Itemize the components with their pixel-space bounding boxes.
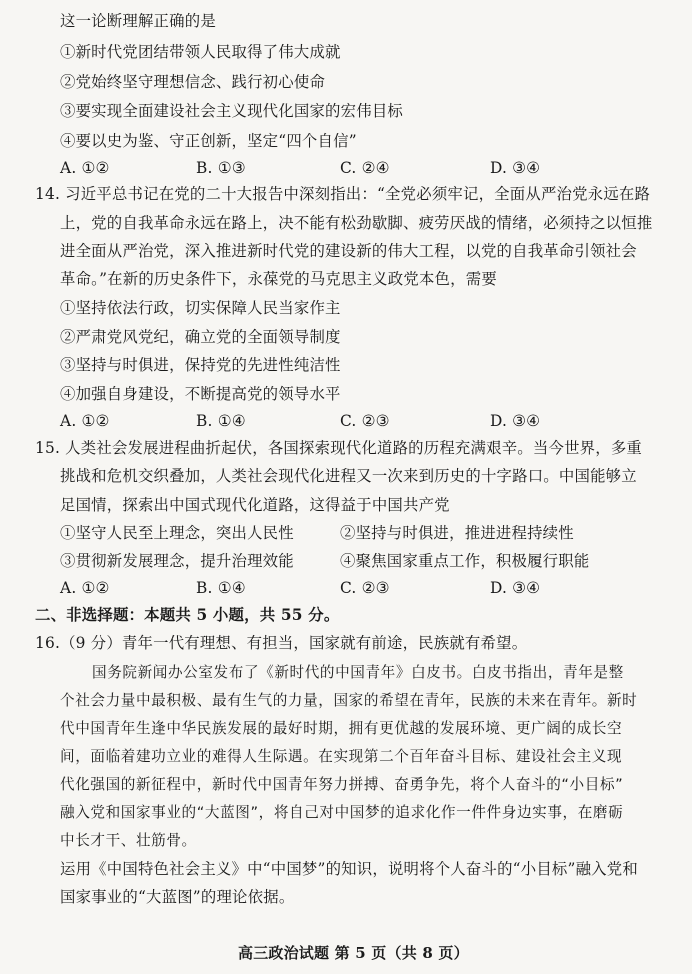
q16-material-line-6: 融入党和国家事业的“大蓝图”，将自己对中国梦的追求化作一件件身边实事，在磨砺 — [60, 804, 624, 821]
q15-item-2: ②坚持与时俱进，推进进程持续性 — [340, 524, 574, 542]
q13-item-2: ②党始终坚守理想信念、践行初心使命 — [60, 73, 326, 91]
q14-item-4: ④加强自身建设，不断提高党的领导水平 — [60, 385, 341, 403]
q13-option-a: A. ①② — [60, 159, 110, 177]
q16-material-line-1: 国务院新闻办公室发布了《新时代的中国青年》白皮书。白皮书指出，青年是整 — [92, 664, 624, 681]
q14-stem-line-1: 14. 习近平总书记在党的二十大报告中深刻指出：“全党必须牢记，全面从严治党永远在路 — [35, 185, 651, 203]
q14-stem-line-2: 上，党的自我革命永远在路上，决不能有松劲歇脚、疲劳厌战的情绪，必须持之以恒推 — [60, 214, 653, 232]
q13-item-4: ④要以史为鉴、守正创新，坚定“四个自信” — [60, 132, 357, 150]
q15-option-d: D. ③④ — [490, 579, 541, 597]
q16-material-line-7: 中长才干、壮筋骨。 — [60, 832, 197, 849]
q14-option-c: C. ②③ — [340, 412, 390, 430]
q14-stem-line-4: 革命。”在新的历史条件下，永葆党的马克思主义政党本色，需要 — [60, 270, 497, 288]
q16-material-line-3: 代中国青年生逢中华民族发展的最好时期，拥有更优越的发展环境、更广阔的成长空 — [60, 720, 623, 737]
page-footer: 高三政治试题 第 5 页（共 8 页） — [238, 944, 469, 962]
q13-option-b: B. ①③ — [196, 159, 246, 177]
q14-item-2: ②严肃党风党纪，确立党的全面领导制度 — [60, 328, 341, 346]
q16-material-line-5: 代化强国的新征程中，新时代中国青年努力拼搏、奋勇争先，将个人奋斗的“小目标” — [60, 776, 624, 793]
q14-option-d: D. ③④ — [490, 412, 541, 430]
q16-question-line-2: 国家事业的“大蓝图”的理论依据。 — [60, 888, 295, 906]
q13-option-c: C. ②④ — [340, 159, 390, 177]
q13-item-3: ③要实现全面建设社会主义现代化国家的宏伟目标 — [60, 102, 403, 120]
section-heading: 二、非选择题：本题共 5 小题，共 55 分。 — [35, 606, 340, 624]
q16-question-line-1: 运用《中国特色社会主义》中“中国梦”的知识，说明将个人奋斗的“小目标”融入党和 — [60, 860, 638, 878]
q16-material-line-2: 个社会力量中最积极、最有生气的力量，国家的希望在青年，民族的未来在青年。新时 — [60, 692, 638, 709]
q15-option-b: B. ①④ — [196, 579, 246, 597]
q14-option-b: B. ①④ — [196, 412, 246, 430]
q15-stem-line-2: 挑战和危机交织叠加，人类社会现代化进程又一次来到历史的十字路口。中国能够立 — [60, 467, 637, 485]
q15-stem-line-1: 15. 人类社会发展进程曲折起伏，各国探索现代化道路的历程充满艰辛。当今世界，多重 — [35, 439, 643, 457]
q13-stem-tail: 这一论断理解正确的是 — [60, 12, 216, 30]
q14-item-3: ③坚持与时俱进，保持党的先进性纯洁性 — [60, 356, 341, 374]
q13-item-1: ①新时代党团结带领人民取得了伟大成就 — [60, 43, 341, 61]
q15-item-1: ①坚守人民至上理念，突出人民性 — [60, 524, 294, 542]
q16-material-line-4: 间，面临着建功立业的难得人生际遇。在实现第二个百年奋斗目标、建设社会主义现 — [60, 748, 623, 765]
q15-item-4: ④聚焦国家重点工作，积极履行职能 — [340, 552, 590, 570]
q15-option-a: A. ①② — [60, 579, 110, 597]
q14-stem-line-3: 进全面从严治党，深入推进新时代党的建设新的伟大工程，以党的自我革命引领社会 — [60, 242, 637, 260]
q15-item-3: ③贯彻新发展理念，提升治理效能 — [60, 552, 294, 570]
q16-stem: 16.（9 分）青年一代有理想、有担当，国家就有前途，民族就有希望。 — [35, 634, 528, 652]
q13-option-d: D. ③④ — [490, 159, 541, 177]
q14-option-a: A. ①② — [60, 412, 110, 430]
q15-option-c: C. ②③ — [340, 579, 390, 597]
q14-item-1: ①坚持依法行政，切实保障人民当家作主 — [60, 299, 341, 317]
q15-stem-line-3: 足国情，探索出中国式现代化道路，这得益于中国共产党 — [60, 496, 450, 514]
